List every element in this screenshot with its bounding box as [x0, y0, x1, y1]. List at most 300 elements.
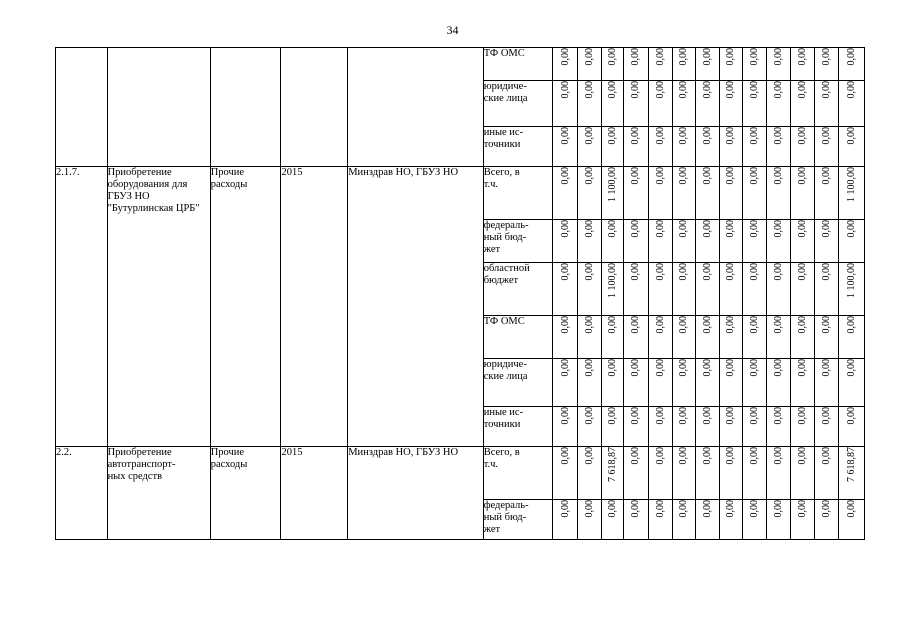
value-text: 0,00	[820, 316, 832, 334]
value-cell	[720, 407, 742, 447]
year-text: 2015	[281, 167, 303, 178]
funding-source-label: ТФ ОМС	[483, 48, 525, 59]
value-text: 0,00	[725, 127, 737, 145]
value-cell	[648, 48, 672, 81]
expense-type-cell	[210, 167, 281, 447]
value-cell	[742, 167, 766, 220]
value-text: 0,00	[702, 81, 714, 99]
value-cell	[791, 500, 815, 540]
funding-source-cell	[483, 359, 553, 407]
value-cell	[577, 220, 601, 263]
value-cell	[742, 316, 766, 359]
value-cell	[648, 316, 672, 359]
value-cell	[696, 359, 720, 407]
value-cell	[720, 127, 742, 167]
value-text: 0,00	[654, 167, 666, 185]
value-cell	[742, 447, 766, 500]
funding-source-label: юридиче- ские лица	[483, 81, 528, 104]
value-cell	[720, 220, 742, 263]
value-cell	[791, 220, 815, 263]
value-cell	[602, 81, 624, 127]
value-text: 0,00	[820, 263, 832, 281]
item-name-text: Приобретение автотранспорт- ных средств	[107, 447, 176, 482]
value-text: 0,00	[772, 81, 784, 99]
value-text: 0,00	[678, 263, 690, 281]
value-text: 0,00	[702, 500, 714, 518]
funding-source-label: Всего, в т.ч.	[483, 447, 520, 470]
value-text: 0,00	[607, 48, 619, 66]
value-cell	[553, 220, 577, 263]
value-text: 0,00	[559, 447, 571, 465]
funding-source-cell	[483, 500, 553, 540]
value-text: 0,00	[654, 407, 666, 425]
value-cell	[696, 127, 720, 167]
executor-cell	[348, 167, 484, 447]
value-text: 0,00	[559, 316, 571, 334]
value-cell	[624, 220, 648, 263]
value-cell	[648, 167, 672, 220]
expense-type-text: Прочие расходы	[210, 447, 248, 470]
value-cell	[624, 127, 648, 167]
value-cell	[624, 407, 648, 447]
value-cell	[553, 359, 577, 407]
value-text: 0,00	[797, 359, 809, 377]
value-text: 0,00	[797, 316, 809, 334]
value-cell	[815, 127, 838, 167]
value-text: 0,00	[559, 220, 571, 238]
expense-type-cell	[210, 447, 281, 540]
value-cell	[791, 407, 815, 447]
value-text: 0,00	[748, 220, 760, 238]
value-text: 0,00	[559, 263, 571, 281]
value-cell	[791, 81, 815, 127]
value-cell	[838, 48, 864, 81]
value-cell	[577, 263, 601, 316]
year-cell	[281, 167, 348, 447]
value-cell	[602, 48, 624, 81]
value-cell	[838, 220, 864, 263]
value-cell	[791, 447, 815, 500]
value-cell	[577, 359, 601, 407]
value-text: 0,00	[630, 167, 642, 185]
value-cell	[815, 220, 838, 263]
value-cell	[791, 359, 815, 407]
value-cell	[815, 316, 838, 359]
value-text: 0,00	[820, 407, 832, 425]
value-cell	[648, 127, 672, 167]
value-cell	[815, 407, 838, 447]
value-cell	[838, 447, 864, 500]
value-text: 0,00	[725, 359, 737, 377]
value-text: 0,00	[559, 127, 571, 145]
value-cell	[696, 167, 720, 220]
value-text: 0,00	[583, 407, 595, 425]
value-text: 0,00	[678, 359, 690, 377]
value-cell	[602, 167, 624, 220]
value-text: 0,00	[678, 167, 690, 185]
value-cell	[602, 500, 624, 540]
value-cell	[602, 263, 624, 316]
value-cell	[815, 500, 838, 540]
value-text: 0,00	[654, 127, 666, 145]
value-cell	[766, 407, 790, 447]
value-text: 0,00	[845, 500, 857, 518]
value-cell	[696, 220, 720, 263]
value-cell	[742, 500, 766, 540]
value-text: 0,00	[678, 316, 690, 334]
value-cell	[838, 407, 864, 447]
value-cell	[838, 81, 864, 127]
value-text: 0,00	[678, 48, 690, 66]
value-text: 1 100,00	[607, 263, 619, 298]
value-text: 0,00	[845, 407, 857, 425]
value-cell	[720, 81, 742, 127]
value-text: 0,00	[630, 447, 642, 465]
funding-source-label: областной бюджет	[483, 263, 530, 286]
value-text: 0,00	[583, 447, 595, 465]
value-cell	[577, 447, 601, 500]
funding-source-cell	[483, 407, 553, 447]
value-text: 0,00	[797, 500, 809, 518]
value-text: 0,00	[583, 220, 595, 238]
value-text: 0,00	[725, 407, 737, 425]
funding-source-cell	[483, 127, 553, 167]
value-cell	[553, 263, 577, 316]
value-text: 7 618,87	[607, 447, 619, 482]
value-cell	[838, 127, 864, 167]
funding-source-label: иные ис- точники	[483, 407, 524, 430]
funding-source-cell	[483, 167, 553, 220]
value-cell	[766, 263, 790, 316]
value-cell	[602, 447, 624, 500]
value-text: 0,00	[725, 447, 737, 465]
value-text: 0,00	[725, 48, 737, 66]
value-cell	[838, 359, 864, 407]
value-text: 0,00	[630, 220, 642, 238]
value-text: 0,00	[748, 167, 760, 185]
value-text: 0,00	[559, 81, 571, 99]
value-cell	[815, 48, 838, 81]
value-text: 0,00	[559, 359, 571, 377]
value-cell	[766, 500, 790, 540]
value-text: 0,00	[845, 81, 857, 99]
value-text: 0,00	[702, 48, 714, 66]
funding-source-cell	[483, 316, 553, 359]
value-cell	[602, 220, 624, 263]
value-text: 0,00	[820, 48, 832, 66]
value-text: 0,00	[725, 263, 737, 281]
value-text: 0,00	[820, 127, 832, 145]
value-cell	[720, 500, 742, 540]
value-text: 0,00	[702, 127, 714, 145]
value-text: 0,00	[702, 220, 714, 238]
value-cell	[696, 500, 720, 540]
value-cell	[672, 263, 695, 316]
value-text: 0,00	[702, 316, 714, 334]
value-text: 0,00	[583, 316, 595, 334]
value-cell	[553, 167, 577, 220]
value-text: 0,00	[797, 167, 809, 185]
value-text: 0,00	[654, 447, 666, 465]
executor-cell	[348, 48, 484, 167]
value-text: 0,00	[748, 407, 760, 425]
value-text: 0,00	[678, 81, 690, 99]
value-text: 0,00	[820, 359, 832, 377]
value-text: 0,00	[845, 48, 857, 66]
value-cell	[553, 500, 577, 540]
value-cell	[742, 127, 766, 167]
value-text: 0,00	[748, 359, 760, 377]
value-cell	[720, 447, 742, 500]
item-number-text: 2.1.7.	[56, 167, 80, 178]
value-text: 0,00	[748, 500, 760, 518]
funding-source-cell	[483, 220, 553, 263]
value-text: 1 100,00	[845, 263, 857, 298]
value-text: 0,00	[772, 500, 784, 518]
value-cell	[696, 407, 720, 447]
value-cell	[838, 500, 864, 540]
value-cell	[696, 263, 720, 316]
value-text: 0,00	[772, 447, 784, 465]
value-text: 0,00	[725, 316, 737, 334]
value-text: 0,00	[654, 263, 666, 281]
value-text: 0,00	[583, 263, 595, 281]
value-text: 0,00	[607, 407, 619, 425]
value-text: 0,00	[797, 48, 809, 66]
value-cell	[720, 263, 742, 316]
value-text: 0,00	[559, 500, 571, 518]
value-cell	[602, 127, 624, 167]
value-text: 0,00	[797, 447, 809, 465]
value-text: 0,00	[607, 316, 619, 334]
value-cell	[696, 447, 720, 500]
value-cell	[672, 48, 695, 81]
value-text: 0,00	[820, 500, 832, 518]
value-text: 0,00	[725, 167, 737, 185]
value-text: 0,00	[630, 500, 642, 518]
value-cell	[742, 263, 766, 316]
value-cell	[815, 263, 838, 316]
value-cell	[838, 167, 864, 220]
value-text: 7 618,87	[845, 447, 857, 482]
value-cell	[577, 167, 601, 220]
executor-text: Минздрав НО, ГБУЗ НО	[348, 447, 459, 458]
value-text: 0,00	[583, 81, 595, 99]
value-cell	[838, 263, 864, 316]
value-cell	[815, 81, 838, 127]
value-text: 0,00	[678, 500, 690, 518]
executor-cell	[348, 447, 484, 540]
value-cell	[766, 48, 790, 81]
value-text: 0,00	[702, 359, 714, 377]
value-text: 0,00	[583, 127, 595, 145]
value-cell	[766, 81, 790, 127]
value-text: 0,00	[748, 263, 760, 281]
value-cell	[648, 359, 672, 407]
value-text: 0,00	[654, 220, 666, 238]
table-row	[56, 167, 865, 220]
value-text: 0,00	[678, 220, 690, 238]
value-cell	[815, 447, 838, 500]
value-text: 0,00	[654, 81, 666, 99]
year-text: 2015	[281, 447, 303, 458]
value-cell	[553, 407, 577, 447]
item-number-cell	[56, 447, 108, 540]
value-text: 0,00	[820, 167, 832, 185]
value-text: 0,00	[797, 263, 809, 281]
value-text: 0,00	[630, 359, 642, 377]
value-cell	[602, 359, 624, 407]
value-cell	[720, 316, 742, 359]
expense-type-text: Прочие расходы	[210, 167, 248, 190]
funding-source-label: Всего, в т.ч.	[483, 167, 520, 190]
value-text: 0,00	[772, 48, 784, 66]
value-cell	[648, 500, 672, 540]
funding-source-label: федераль- ный бюд- жет	[483, 220, 529, 255]
year-cell	[281, 48, 348, 167]
value-cell	[791, 167, 815, 220]
value-text: 0,00	[772, 127, 784, 145]
value-text: 0,00	[583, 48, 595, 66]
value-text: 0,00	[820, 447, 832, 465]
value-text: 0,00	[630, 316, 642, 334]
value-cell	[791, 48, 815, 81]
value-cell	[766, 127, 790, 167]
value-cell	[577, 407, 601, 447]
value-cell	[742, 81, 766, 127]
value-text: 0,00	[702, 447, 714, 465]
value-text: 0,00	[748, 48, 760, 66]
value-cell	[624, 359, 648, 407]
value-cell	[648, 263, 672, 316]
value-cell	[648, 81, 672, 127]
table-body	[56, 48, 865, 540]
value-cell	[742, 359, 766, 407]
value-text: 0,00	[630, 127, 642, 145]
value-cell	[553, 447, 577, 500]
executor-text: Минздрав НО, ГБУЗ НО	[348, 167, 459, 178]
value-text: 0,00	[748, 127, 760, 145]
value-text: 0,00	[725, 81, 737, 99]
value-text: 0,00	[607, 127, 619, 145]
value-cell	[720, 359, 742, 407]
value-text: 0,00	[725, 500, 737, 518]
value-text: 0,00	[630, 407, 642, 425]
page-number: 34	[446, 23, 459, 37]
item-number-cell	[56, 48, 108, 167]
value-text: 0,00	[630, 48, 642, 66]
item-name-cell	[107, 167, 210, 447]
funding-source-label: ТФ ОМС	[483, 316, 525, 327]
value-cell	[672, 316, 695, 359]
value-cell	[672, 127, 695, 167]
value-text: 0,00	[748, 81, 760, 99]
value-cell	[553, 127, 577, 167]
value-cell	[672, 167, 695, 220]
value-cell	[602, 316, 624, 359]
value-text: 0,00	[654, 316, 666, 334]
value-text: 0,00	[748, 447, 760, 465]
value-text: 0,00	[630, 263, 642, 281]
funding-source-label: юридиче- ские лица	[483, 359, 528, 382]
value-cell	[672, 407, 695, 447]
value-text: 0,00	[702, 407, 714, 425]
value-cell	[672, 220, 695, 263]
value-text: 0,00	[820, 220, 832, 238]
budget-table	[55, 47, 865, 540]
value-cell	[553, 48, 577, 81]
value-cell	[696, 81, 720, 127]
value-text: 0,00	[702, 167, 714, 185]
funding-source-cell	[483, 263, 553, 316]
value-text: 0,00	[607, 359, 619, 377]
value-cell	[577, 127, 601, 167]
value-text: 0,00	[559, 407, 571, 425]
value-cell	[742, 407, 766, 447]
value-text: 0,00	[630, 81, 642, 99]
value-cell	[742, 48, 766, 81]
value-text: 1 100,00	[845, 167, 857, 202]
value-cell	[648, 407, 672, 447]
value-text: 0,00	[772, 220, 784, 238]
value-text: 0,00	[772, 263, 784, 281]
funding-source-cell	[483, 48, 553, 81]
value-text: 0,00	[607, 81, 619, 99]
value-text: 0,00	[845, 359, 857, 377]
value-cell	[672, 359, 695, 407]
funding-source-label: иные ис- точники	[483, 127, 524, 150]
value-text: 0,00	[725, 220, 737, 238]
value-text: 0,00	[845, 316, 857, 334]
value-cell	[624, 263, 648, 316]
value-cell	[791, 263, 815, 316]
value-cell	[624, 167, 648, 220]
value-cell	[696, 48, 720, 81]
value-cell	[815, 167, 838, 220]
value-text: 0,00	[772, 167, 784, 185]
value-cell	[766, 220, 790, 263]
value-text: 0,00	[654, 500, 666, 518]
value-text: 0,00	[559, 48, 571, 66]
value-cell	[648, 220, 672, 263]
value-text: 0,00	[772, 359, 784, 377]
item-number-cell	[56, 167, 108, 447]
item-name-cell	[107, 48, 210, 167]
value-cell	[720, 48, 742, 81]
year-cell	[281, 447, 348, 540]
value-cell	[672, 447, 695, 500]
value-text: 0,00	[797, 127, 809, 145]
value-text: 0,00	[583, 500, 595, 518]
value-cell	[720, 167, 742, 220]
value-text: 0,00	[797, 220, 809, 238]
value-cell	[553, 316, 577, 359]
value-cell	[672, 500, 695, 540]
value-cell	[815, 359, 838, 407]
value-cell	[766, 359, 790, 407]
value-text: 0,00	[820, 81, 832, 99]
value-cell	[602, 407, 624, 447]
value-text: 0,00	[654, 359, 666, 377]
item-name-text: Приобретение оборудования для ГБУЗ НО "Бутурлинская ЦРБ"	[107, 167, 200, 214]
table-row	[56, 447, 865, 500]
value-cell	[838, 316, 864, 359]
value-cell	[791, 316, 815, 359]
value-text: 0,00	[583, 167, 595, 185]
value-text: 1 100,00	[607, 167, 619, 202]
value-cell	[791, 127, 815, 167]
value-cell	[672, 81, 695, 127]
